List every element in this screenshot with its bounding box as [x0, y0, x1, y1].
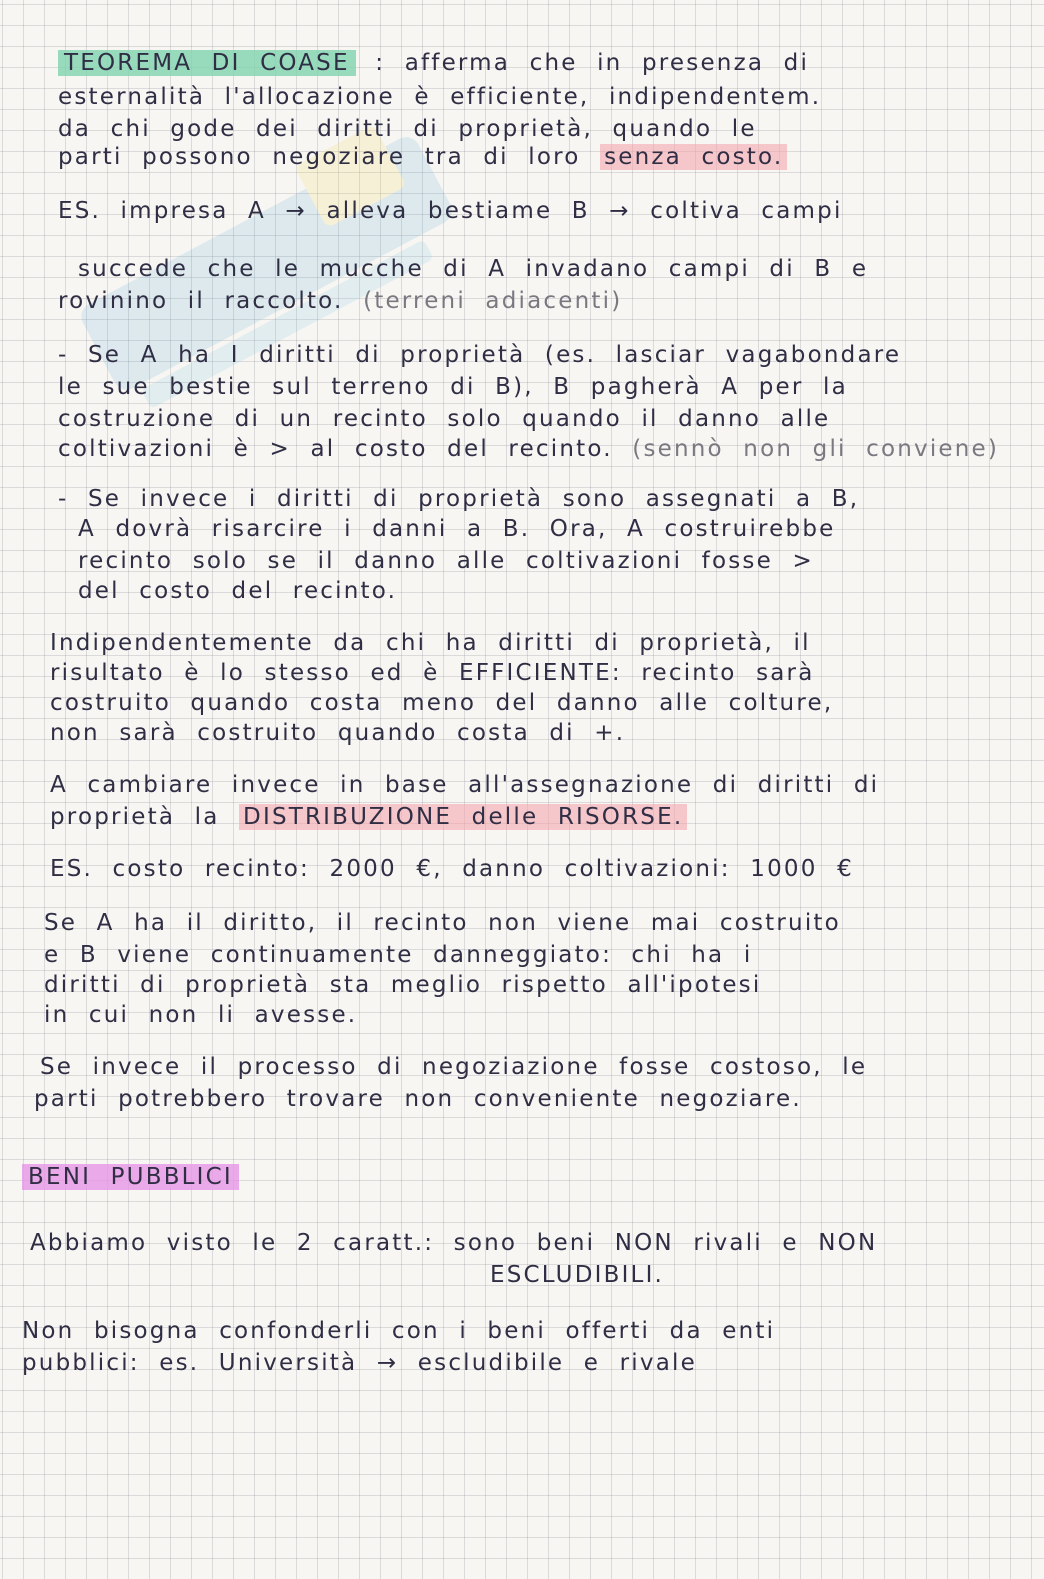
text-line: A cambiare invece in base all'assegnazione di diritti di [50, 772, 880, 798]
case-b-line: - Se invece i diritti di proprietà sono assegnati a B, [58, 486, 860, 512]
text-line: recinto solo se il danno alle coltivazioni fosse > [78, 548, 814, 574]
coase-line-1 [58, 48, 809, 78]
text-line: del costo del recinto. [78, 578, 398, 604]
coase-definition-start: : afferma che in presenza di [375, 50, 810, 76]
text-line: succede che le mucche di A invadano campi di B e [78, 256, 869, 282]
side-note: (sennò non gli conviene) [632, 436, 1000, 462]
text-line: Se A ha il diritto, il recinto non viene mai costruito [44, 910, 841, 936]
text-line: costruito quando costa meno del danno alle colture, [50, 690, 834, 716]
example-line: ES. costo recinto: 2000 €, danno coltivazioni: 1000 € [50, 856, 854, 882]
text-line: parti potrebbero trovare non conveniente negoziare. [34, 1086, 802, 1112]
text-line: pubblici: es. Università → escludibile e rivale [22, 1350, 697, 1376]
text-line [58, 142, 787, 172]
coase-title: TEOREMA DI COASE [58, 50, 356, 76]
text-fragment: proprietà la [50, 804, 220, 830]
text-line: Indipendentemente da chi ha diritti di proprietà, il [50, 630, 811, 656]
text-line [58, 434, 999, 464]
text-line: A dovrà risarcire i danni a B. Ora, A costruirebbe [78, 516, 836, 542]
text-line: in cui non li avesse. [44, 1002, 358, 1028]
highlight-distribuzione-risorse: DISTRIBUZIONE delle RISORSE. [239, 804, 687, 830]
text-line: non sarà costruito quando costa di +. [50, 720, 626, 746]
text-line [50, 802, 687, 832]
text-line: diritti di proprietà sta meglio rispetto all'ipotesi [44, 972, 762, 998]
text-line: e B viene continuamente danneggiato: chi ha i [44, 942, 753, 968]
text-line: costruzione di un recinto solo quando il danno alle [58, 406, 831, 432]
text-fragment: coltivazioni è > al costo del recinto. [58, 436, 613, 462]
beni-pubblici-title: BENI PUBBLICI [22, 1164, 239, 1190]
text-fragment: parti possono negoziare tra di loro [58, 144, 581, 170]
text-line: Se invece il processo di negoziazione fosse costoso, le [40, 1054, 868, 1080]
text-line: esternalità l'allocazione è efficiente, indipendentem. [58, 84, 822, 110]
case-a-line: - Se A ha I diritti di proprietà (es. lasciar vagabondare [58, 342, 902, 368]
text-line: Non bisogna confonderli con i beni offerti da enti [22, 1318, 776, 1344]
example-line: ES. impresa A → alleva bestiame B → coltiva campi [58, 198, 843, 224]
text-line: Abbiamo visto le 2 caratt.: sono beni NON rivali e NON [30, 1230, 878, 1256]
text-fragment: rovinino il raccolto. [58, 288, 344, 314]
text-line: ESCLUDIBILI. [490, 1262, 665, 1288]
text-line [58, 286, 622, 316]
side-note: (terreni adiacenti) [363, 288, 623, 314]
text-line: le sue bestie sul terreno di B), B pagherà A per la [58, 374, 848, 400]
text-line: risultato è lo stesso ed è EFFICIENTE: recinto sarà [50, 660, 815, 686]
section-heading-line [22, 1162, 239, 1192]
text-line: da chi gode dei diritti di proprietà, quando le [58, 116, 757, 142]
highlight-senza-costo: senza costo. [600, 144, 787, 170]
